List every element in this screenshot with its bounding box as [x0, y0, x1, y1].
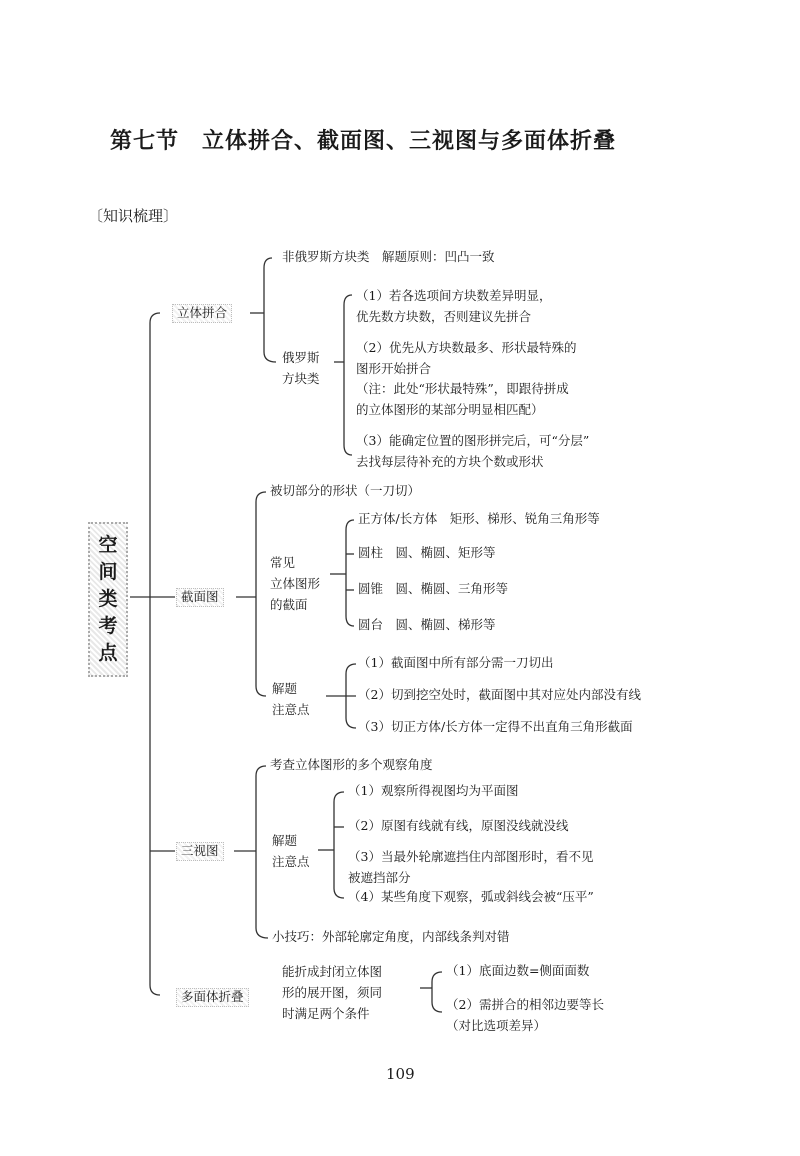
root-brace [150, 313, 160, 995]
sanshitu-note: （3）当最外轮廓遮挡住内部图形时，看不见 被遮挡部分 [348, 849, 594, 885]
jiemian-common-label: 常见 立体图形 的截面 [270, 555, 321, 612]
zhedie-item: （1）底面边数=侧面面数 [446, 963, 590, 978]
jiemian-common-item: 圆柱 圆、椭圆、矩形等 [358, 545, 496, 560]
liti-non-tetris: 非俄罗斯方块类 解题原则：凹凸一致 [282, 249, 495, 264]
tetris-brace [344, 295, 352, 455]
liti-rule-1: （1）若各选项间方块数差异明显， 优先数方块数，否则建议先拼合 [356, 288, 552, 324]
branch-zhedie-label: 多面体折叠 [176, 988, 249, 1007]
jiemian-common-item: 圆台 圆、椭圆、梯形等 [358, 617, 496, 632]
jiemian-note: （2）切到挖空处时，截面图中其对应处内部没有线 [358, 687, 641, 702]
jiemian-note: （1）截面图中所有部分需一刀切出 [358, 655, 554, 670]
jiemian-cut-shape: 被切部分的形状（一刀切） [270, 483, 421, 498]
page-number: 109 [386, 1065, 415, 1083]
sanshitu-tip: 小技巧：外部轮廓定角度，内部线条判对错 [272, 929, 510, 944]
zhedie-item: （2）需拼合的相邻边要等长 （对比选项差异） [446, 997, 604, 1033]
branch-liti-label: 立体拼合 [172, 304, 232, 323]
liti-tetris-label: 俄罗斯 方块类 [282, 350, 320, 386]
jiemian-common-item: 正方体/长方体 矩形、梯形、锐角三角形等 [358, 511, 600, 526]
root-label: 空 间 类 考 点 [88, 522, 128, 677]
branch-jiemian-label: 截面图 [176, 588, 224, 607]
section-label: 〔知识梳理〕 [88, 207, 179, 225]
branch-sanshitu-label: 三视图 [176, 842, 224, 861]
common-brace [346, 520, 354, 626]
liti-rule-2: （2）优先从方块数最多、形状最特殊的 图形开始拼合 [356, 340, 577, 376]
jiemian-brace [256, 492, 266, 696]
sanshitu-note: （2）原图有线就有线，原图没线就没线 [348, 818, 569, 833]
jiemian-notes-label: 解题 注意点 [272, 681, 310, 717]
liti-rule-3: （3）能确定位置的图形拼完后，可“分层” 去找每层待补充的方块个数或形状 [356, 433, 590, 469]
liti-brace [264, 258, 276, 362]
sanshitu-note: （4）某些角度下观察，弧或斜线会被“压平” [348, 889, 594, 904]
liti-rule-2-note: （注：此处“形状最特殊”，即跟待拼成 的立体图形的某部分明显相匹配） [356, 381, 569, 417]
sanshitu-note: （1）观察所得视图均为平面图 [348, 783, 519, 798]
jiemian-common-item: 圆锥 圆、椭圆、三角形等 [358, 581, 509, 596]
sanshitu-notes-brace [334, 792, 344, 898]
zhedie-brace [432, 972, 442, 1012]
zhedie-condition: 能折成封闭立体图 形的展开图，须同 时满足两个条件 [282, 964, 383, 1021]
sanshitu-brace [256, 766, 268, 938]
sanshitu-angles: 考查立体图形的多个观察角度 [270, 757, 433, 772]
sanshitu-notes-label: 解题 注意点 [272, 833, 310, 869]
page-title: 第七节 立体拼合、截面图、三视图与多面体折叠 [110, 128, 617, 154]
jiemian-note: （3）切正方体/长方体一定得不出直角三角形截面 [358, 719, 633, 734]
